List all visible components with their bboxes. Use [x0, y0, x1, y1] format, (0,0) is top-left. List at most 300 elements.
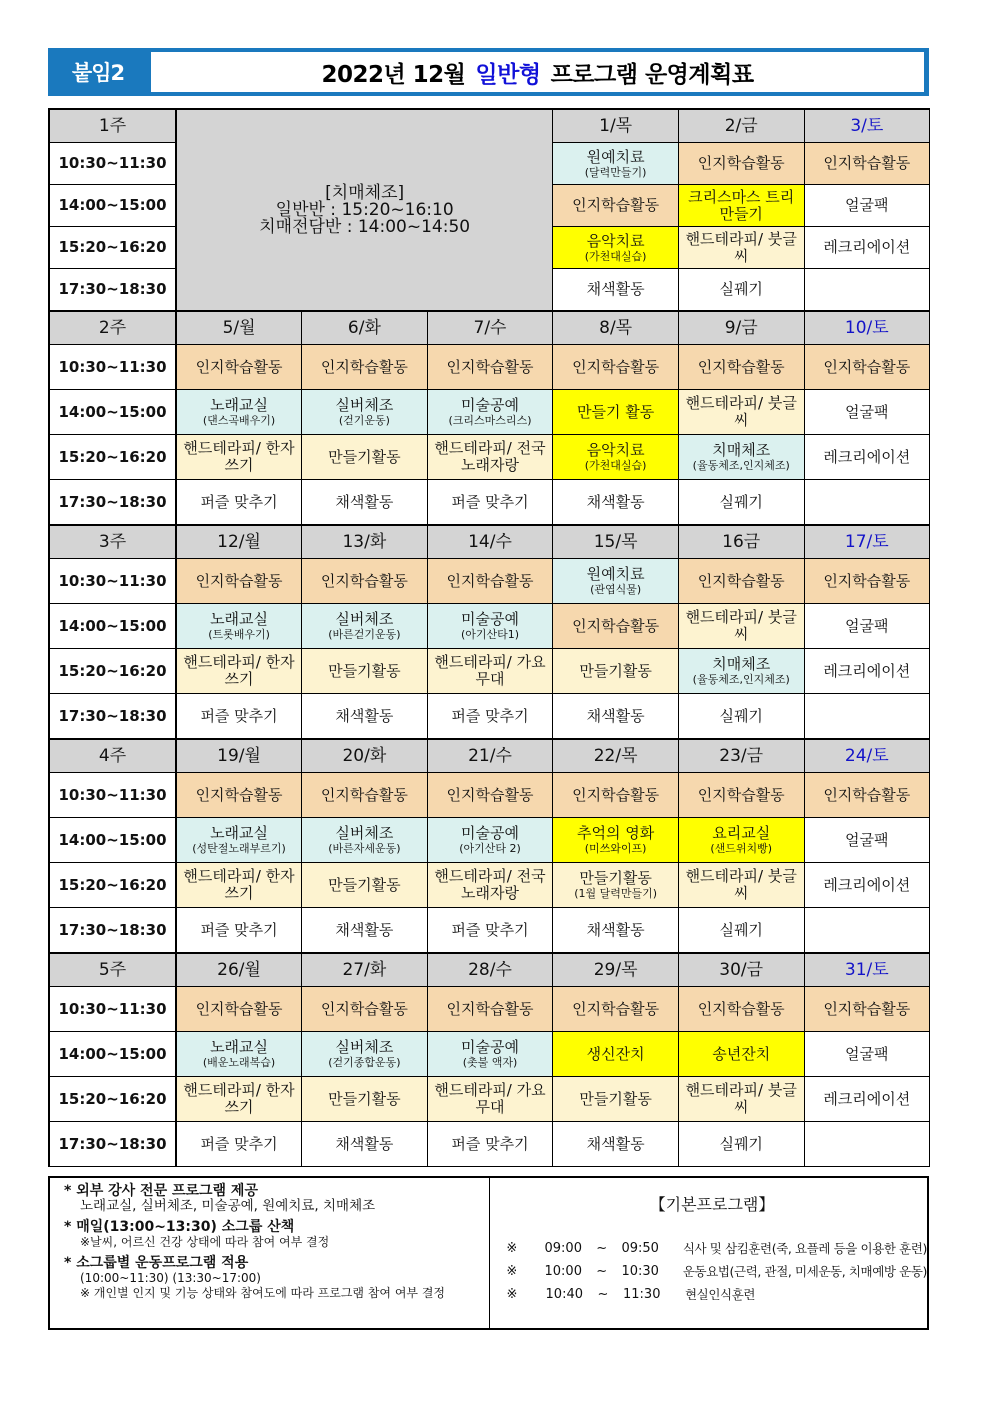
activity-cell	[804, 773, 930, 818]
activity-name: 인지학습활동	[697, 785, 785, 804]
activity-name: 실버체조	[335, 396, 394, 414]
activity-name: 인지학습활동	[195, 357, 283, 376]
date-header: 2/금	[678, 109, 804, 143]
activity-name: 만들기활동	[579, 1089, 652, 1108]
date-header: 7/수	[427, 311, 553, 345]
table-row	[49, 649, 930, 694]
date-header: 9/금	[678, 311, 804, 345]
week-label: 4주	[49, 739, 176, 773]
week-header-row	[49, 525, 930, 559]
activity-cell	[804, 649, 930, 694]
activity-detail: (댄스곡배우기)	[202, 414, 276, 427]
range-tilde: ~	[597, 1287, 609, 1302]
date-header: 14/수	[427, 525, 553, 559]
activity-name: 미술공예	[461, 610, 519, 628]
range-tilde: ~	[596, 1241, 608, 1256]
end-time: 10:30	[621, 1264, 659, 1279]
activity-cell	[553, 227, 679, 269]
activity-name: 치매체조	[712, 441, 771, 459]
activity-detail: (율동체조,인지체조)	[692, 459, 790, 472]
activity-name: 실꿰기	[719, 280, 763, 298]
activity-cell	[553, 649, 679, 694]
activity-cell	[553, 1032, 679, 1077]
activity-detail: (걷기운동)	[338, 414, 390, 427]
table-row	[49, 818, 930, 863]
activity-name: 채색활동	[335, 706, 394, 725]
week-header-row	[49, 953, 930, 987]
note-line: 노래교실, 실버체조, 미술공예, 원예치료, 치매체조	[80, 1198, 376, 1214]
activity-cell	[553, 559, 679, 604]
activity-cell	[553, 435, 679, 480]
date-header: 29/목	[553, 953, 679, 987]
activity-cell	[678, 480, 804, 526]
activity-detail: (샌드위치빵)	[710, 842, 773, 855]
activity-cell	[678, 649, 804, 694]
start-time: 10:40	[545, 1287, 583, 1302]
activity-name: 채색활동	[335, 920, 394, 939]
program-description: 운동요법(근력, 관절, 미세운동, 치매예방 운동)	[682, 1264, 927, 1279]
activity-cell	[302, 908, 428, 954]
note-line: 치매전담반 : 14:00~14:50	[259, 216, 471, 237]
program-description: 현실인식훈련	[685, 1287, 756, 1302]
activity-name: 실버체조	[335, 610, 394, 628]
activity-name: 인지학습활동	[320, 999, 408, 1018]
activity-detail: (미쓰와이프)	[584, 842, 647, 855]
date-header: 17/토	[804, 525, 930, 559]
table-row	[49, 987, 930, 1032]
activity-name: 만들기활동	[328, 1089, 401, 1108]
activity-cell	[427, 345, 553, 390]
week-label: 1주	[49, 109, 176, 143]
activity-detail: (관엽식물)	[590, 583, 642, 596]
date-header: 31/토	[804, 953, 930, 987]
activity-cell	[302, 1032, 428, 1077]
activity-name: 음악치료	[586, 441, 645, 459]
week-label: 5주	[49, 953, 176, 987]
time-slot: 17:30~18:30	[49, 1122, 176, 1167]
time-slot: 15:20~16:20	[49, 1077, 176, 1122]
activity-name: 핸드테라피/ 붓글씨	[685, 608, 797, 643]
table-row	[49, 1032, 930, 1077]
activity-cell	[553, 269, 679, 312]
activity-name: 노래교실	[210, 396, 269, 414]
activity-detail: (촛불 액자)	[462, 1056, 518, 1069]
activity-cell	[427, 435, 553, 480]
activity-cell	[678, 1122, 804, 1167]
week-header-row	[49, 311, 930, 345]
activity-cell	[553, 1077, 679, 1122]
activity-cell	[804, 143, 930, 185]
activity-name: 노래교실	[210, 1038, 269, 1056]
note-heading: * 외부 강사 전문 프로그램 제공	[64, 1183, 258, 1199]
end-time: 09:50	[621, 1241, 659, 1256]
activity-cell	[427, 818, 553, 863]
activity-cell	[302, 604, 428, 649]
title-suffix: 프로그램 운영계획표	[550, 61, 754, 88]
activity-name: 실꿰기	[719, 1134, 763, 1153]
table-row	[49, 435, 930, 480]
reference-mark-icon: ※	[506, 1264, 518, 1279]
activity-detail: (바른걷기운동)	[328, 628, 401, 641]
activity-cell	[804, 185, 930, 227]
activity-cell	[804, 1122, 930, 1167]
table-row	[49, 1077, 930, 1122]
activity-name: 인지학습활동	[823, 785, 911, 804]
activity-cell	[678, 773, 804, 818]
activity-cell	[553, 863, 679, 908]
activity-cell	[302, 345, 428, 390]
week-header-row	[49, 739, 930, 773]
activity-cell	[302, 1077, 428, 1122]
date-header: 27/화	[302, 953, 428, 987]
activity-name: 원예치료	[586, 147, 645, 166]
activity-cell	[176, 987, 302, 1032]
activity-name: 추억의 영화	[577, 824, 655, 842]
activity-cell	[302, 694, 428, 740]
activity-name: 핸드테라피/ 가요무대	[434, 653, 546, 688]
activity-name: 인지학습활동	[697, 357, 785, 376]
activity-name: 레크리에이션	[823, 238, 911, 256]
table-row	[49, 908, 930, 954]
time-slot: 14:00~15:00	[49, 1032, 176, 1077]
activity-name: 얼굴팩	[845, 616, 889, 635]
activity-cell	[678, 908, 804, 954]
reference-mark-icon: ※	[506, 1241, 518, 1256]
activity-cell	[427, 1122, 553, 1167]
activity-name: 레크리에이션	[823, 1089, 911, 1108]
activity-name: 레크리에이션	[823, 875, 911, 894]
activity-cell	[678, 269, 804, 312]
note-walk	[64, 1220, 489, 1250]
activity-name: 원예치료	[586, 565, 645, 583]
activity-cell	[427, 863, 553, 908]
activity-cell	[804, 987, 930, 1032]
date-header: 1/목	[553, 109, 679, 143]
activity-name: 만들기활동	[328, 875, 401, 894]
note-external	[64, 1184, 489, 1214]
time-slot: 14:00~15:00	[49, 818, 176, 863]
activity-name: 실꿰기	[719, 920, 763, 939]
activity-detail: (배운노래복습)	[202, 1056, 276, 1069]
activity-cell	[302, 773, 428, 818]
activity-name: 인지학습활동	[572, 357, 660, 376]
activity-cell	[176, 480, 302, 526]
activity-name: 송년잔치	[712, 1044, 771, 1063]
note-line: 일반반 : 15:20~16:10	[275, 199, 454, 220]
activity-cell	[427, 1077, 553, 1122]
activity-name: 채색활동	[335, 492, 394, 511]
activity-cell	[302, 559, 428, 604]
activity-name: 핸드테라피/ 전국노래자랑	[434, 867, 546, 902]
time-slot: 10:30~11:30	[49, 987, 176, 1032]
activity-cell	[302, 390, 428, 435]
activity-name: 핸드테라피/ 붓글씨	[685, 394, 797, 429]
activity-name: 미술공예	[461, 824, 519, 842]
table-row	[49, 604, 930, 649]
date-header: 12/월	[176, 525, 302, 559]
activity-cell	[678, 604, 804, 649]
activity-cell	[176, 694, 302, 740]
activity-cell	[427, 773, 553, 818]
basic-program-item	[497, 1260, 927, 1283]
activity-name: 실버체조	[335, 824, 394, 842]
activity-name: 인지학습활동	[320, 571, 408, 590]
activity-name: 실버체조	[335, 1038, 394, 1056]
activity-detail: (크리스마스리스)	[448, 414, 532, 427]
activity-cell	[553, 143, 679, 185]
activity-name: 인지학습활동	[446, 357, 534, 376]
activity-cell	[427, 390, 553, 435]
activity-name: 핸드테라피/ 붓글씨	[685, 229, 797, 265]
activity-cell	[804, 863, 930, 908]
activity-cell	[804, 1032, 930, 1077]
date-header: 6/화	[302, 311, 428, 345]
date-header: 13/화	[302, 525, 428, 559]
dementia-exercise-note	[176, 109, 553, 311]
date-header: 16금	[678, 525, 804, 559]
week-label: 2주	[49, 311, 176, 345]
activity-name: 채색활동	[586, 280, 645, 298]
activity-name: 인지학습활동	[823, 154, 911, 172]
date-header: 24/토	[804, 739, 930, 773]
activity-cell	[678, 1077, 804, 1122]
table-row	[49, 480, 930, 526]
basic-program-panel	[491, 1178, 927, 1328]
activity-cell	[804, 604, 930, 649]
note-exercise	[64, 1256, 489, 1301]
activity-detail: (1월 달력만들기)	[574, 887, 658, 900]
table-row	[49, 559, 930, 604]
activity-name: 실꿰기	[719, 706, 763, 725]
note-line: [치매체조]	[325, 182, 405, 203]
table-row	[49, 345, 930, 390]
activity-cell	[302, 818, 428, 863]
activity-name: 퍼즐 맞추기	[200, 1134, 278, 1153]
activity-name: 핸드테라피/ 전국노래자랑	[434, 439, 546, 474]
time-slot: 14:00~15:00	[49, 604, 176, 649]
activity-name: 인지학습활동	[697, 999, 785, 1018]
time-slot: 15:20~16:20	[49, 435, 176, 480]
activity-cell	[678, 559, 804, 604]
activity-cell	[176, 649, 302, 694]
activity-name: 만들기활동	[328, 661, 401, 680]
time-slot: 17:30~18:30	[49, 908, 176, 954]
activity-cell	[553, 694, 679, 740]
activity-name: 퍼즐 맞추기	[451, 492, 529, 511]
table-row	[49, 390, 930, 435]
activity-name: 음악치료	[586, 231, 645, 250]
date-header: 5/월	[176, 311, 302, 345]
activity-cell	[804, 480, 930, 526]
date-header: 20/화	[302, 739, 428, 773]
activity-name: 얼굴팩	[845, 830, 889, 849]
activity-cell	[176, 390, 302, 435]
end-time: 11:30	[623, 1287, 661, 1302]
activity-cell	[427, 694, 553, 740]
activity-cell	[176, 818, 302, 863]
time-slot: 15:20~16:20	[49, 649, 176, 694]
document-header	[48, 48, 929, 96]
activity-cell	[804, 435, 930, 480]
title-accent: 일반형	[475, 61, 541, 88]
activity-detail: (아기산타1)	[460, 628, 520, 641]
activity-cell	[427, 987, 553, 1032]
time-slot: 10:30~11:30	[49, 559, 176, 604]
date-header: 3/토	[804, 109, 930, 143]
activity-detail: (바른자세운동)	[328, 842, 401, 855]
activity-detail: (트롯배우기)	[208, 628, 270, 641]
activity-cell	[176, 1122, 302, 1167]
activity-detail: (아기산타 2)	[459, 842, 521, 855]
date-header: 21/수	[427, 739, 553, 773]
activity-cell	[678, 818, 804, 863]
note-heading: * 소그룹별 운동프로그램 적용	[64, 1255, 249, 1271]
start-time: 10:00	[544, 1264, 582, 1279]
activity-name: 레크리에이션	[823, 447, 911, 466]
activity-cell	[804, 1077, 930, 1122]
activity-cell	[302, 987, 428, 1032]
basic-program-item	[497, 1283, 927, 1306]
activity-name: 만들기 활동	[577, 402, 655, 421]
reference-mark-icon: ※	[506, 1287, 518, 1302]
program-description: 식사 및 삼킴훈련(죽, 요플레 등을 이용한 훈련)	[682, 1241, 927, 1256]
activity-cell	[804, 345, 930, 390]
activity-cell	[176, 773, 302, 818]
activity-cell	[176, 559, 302, 604]
time-slot: 10:30~11:30	[49, 345, 176, 390]
activity-cell	[553, 185, 679, 227]
date-header: 10/토	[804, 311, 930, 345]
activity-cell	[678, 227, 804, 269]
activity-name: 채색활동	[586, 706, 645, 725]
date-header: 8/목	[553, 311, 679, 345]
activity-detail: (성탄절노래부르기)	[192, 842, 286, 855]
activity-name: 핸드테라피/ 가요무대	[434, 1081, 546, 1116]
footer-notes	[48, 1176, 929, 1330]
activity-detail: (가천대실습)	[584, 459, 647, 472]
activity-name: 핸드테라피/ 한자쓰기	[183, 439, 295, 474]
activity-name: 인지학습활동	[195, 785, 283, 804]
activity-name: 퍼즐 맞추기	[451, 920, 529, 939]
activity-cell	[176, 604, 302, 649]
activity-name: 인지학습활동	[320, 357, 408, 376]
activity-name: 만들기활동	[579, 869, 652, 887]
activity-cell	[804, 390, 930, 435]
activity-name: 노래교실	[210, 824, 269, 842]
activity-name: 인지학습활동	[195, 571, 283, 590]
activity-cell	[804, 818, 930, 863]
activity-name: 채색활동	[586, 920, 645, 939]
activity-name: 인지학습활동	[446, 571, 534, 590]
activity-cell	[302, 435, 428, 480]
activity-name: 인지학습활동	[572, 785, 660, 804]
activity-name: 인지학습활동	[823, 571, 911, 590]
note-heading: * 매일(13:00~13:30) 소그룹 산책	[64, 1219, 295, 1235]
note-line: ※날씨, 어르신 건강 상태에 따라 참여 여부 결정	[80, 1235, 330, 1249]
activity-name: 인지학습활동	[446, 999, 534, 1018]
activity-name: 얼굴팩	[845, 1044, 889, 1063]
activity-name: 크리스마스 트리 만들기	[688, 187, 795, 223]
activity-name: 인지학습활동	[697, 154, 785, 172]
activity-name: 핸드테라피/ 한자쓰기	[183, 1081, 295, 1116]
activity-cell	[176, 908, 302, 954]
activity-name: 채색활동	[586, 492, 645, 511]
activity-name: 인지학습활동	[572, 616, 660, 635]
activity-name: 핸드테라피/ 붓글씨	[685, 867, 797, 902]
activity-name: 핸드테라피/ 한자쓰기	[183, 867, 295, 902]
date-header: 30/금	[678, 953, 804, 987]
activity-cell	[553, 604, 679, 649]
time-slot: 14:00~15:00	[49, 185, 176, 227]
time-slot: 17:30~18:30	[49, 694, 176, 740]
activity-detail: (가천대실습)	[584, 249, 647, 263]
schedule-table	[48, 108, 930, 1167]
week-header-row	[49, 109, 930, 143]
week-label: 3주	[49, 525, 176, 559]
date-header: 22/목	[553, 739, 679, 773]
activity-name: 퍼즐 맞추기	[200, 920, 278, 939]
activity-name: 핸드테라피/ 붓글씨	[685, 1081, 797, 1116]
activity-name: 미술공예	[461, 1038, 519, 1056]
activity-detail: (율동체조,인지체조)	[692, 673, 790, 686]
activity-name: 만들기활동	[328, 447, 401, 466]
activity-name: 실꿰기	[719, 492, 763, 511]
activity-cell	[553, 1122, 679, 1167]
date-header: 19/월	[176, 739, 302, 773]
activity-cell	[678, 390, 804, 435]
title-prefix: 2022년 12월	[321, 61, 466, 88]
activity-name: 인지학습활동	[572, 999, 660, 1018]
notes-panel	[50, 1178, 490, 1328]
time-slot: 17:30~18:30	[49, 269, 176, 312]
activity-cell	[678, 694, 804, 740]
table-row	[49, 863, 930, 908]
time-slot: 10:30~11:30	[49, 773, 176, 818]
activity-name: 인지학습활동	[195, 999, 283, 1018]
date-header: 15/목	[553, 525, 679, 559]
activity-cell	[678, 435, 804, 480]
activity-cell	[553, 773, 679, 818]
activity-cell	[427, 604, 553, 649]
activity-name: 인지학습활동	[697, 571, 785, 590]
activity-cell	[176, 863, 302, 908]
activity-cell	[427, 1032, 553, 1077]
basic-program-item	[497, 1237, 927, 1260]
time-slot: 15:20~16:20	[49, 227, 176, 269]
attachment-label: 붙임2	[71, 61, 125, 85]
activity-name: 인지학습활동	[823, 999, 911, 1018]
activity-name: 노래교실	[210, 610, 269, 628]
activity-detail: (걷기종합운동)	[328, 1056, 401, 1069]
activity-cell	[678, 863, 804, 908]
activity-cell	[302, 1122, 428, 1167]
activity-cell	[678, 143, 804, 185]
date-header: 28/수	[427, 953, 553, 987]
note-line: ※ 개인별 인지 및 기능 상태와 참여도에 따라 프로그램 참여 여부 결정	[80, 1286, 446, 1300]
activity-cell	[427, 559, 553, 604]
time-slot: 17:30~18:30	[49, 480, 176, 526]
activity-cell	[553, 987, 679, 1032]
activity-detail: (달력만들기)	[584, 165, 647, 179]
table-row	[49, 773, 930, 818]
note-line: (10:00~11:30) (13:30~17:00)	[80, 1271, 261, 1285]
activity-name: 핸드테라피/ 한자쓰기	[183, 653, 295, 688]
activity-name: 만들기활동	[579, 661, 652, 680]
activity-name: 인지학습활동	[320, 785, 408, 804]
activity-cell	[553, 480, 679, 526]
activity-cell	[553, 390, 679, 435]
activity-cell	[678, 345, 804, 390]
